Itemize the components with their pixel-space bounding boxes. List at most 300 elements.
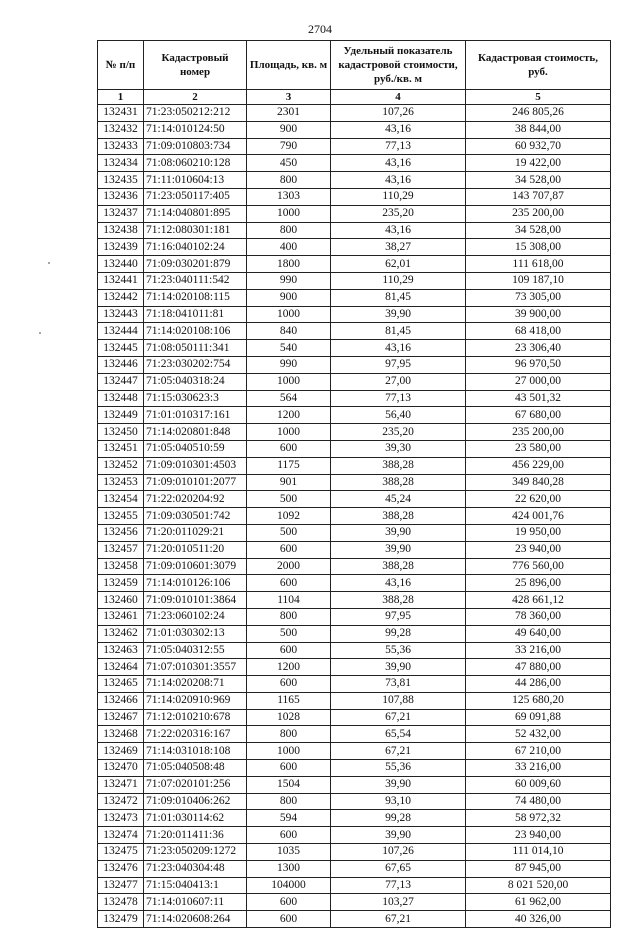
- area-cell: 1800: [247, 256, 331, 273]
- specific-value-cell: 43,16: [331, 155, 466, 172]
- row-index-cell: 132475: [98, 844, 144, 861]
- row-index-cell: 132453: [98, 474, 144, 491]
- table-row: [98, 457, 611, 474]
- cadastral-number-cell: 71:01:030302:13: [144, 625, 247, 642]
- area-cell: 600: [247, 541, 331, 558]
- cadastral-cost-cell: 33 216,00: [466, 642, 611, 659]
- area-cell: 900: [247, 121, 331, 138]
- table-header: [98, 41, 611, 105]
- cadastral-number-cell: 71:15:040413:1: [144, 877, 247, 894]
- table-row: [98, 558, 611, 575]
- header-cadastral-cost: Кадастровая стоимость, руб.: [466, 41, 611, 90]
- specific-value-cell: 67,65: [331, 860, 466, 877]
- area-cell: 1000: [247, 205, 331, 222]
- specific-value-cell: 77,13: [331, 390, 466, 407]
- table-row: [98, 709, 611, 726]
- cadastral-number-cell: 71:23:030202:754: [144, 356, 247, 373]
- area-cell: 1035: [247, 844, 331, 861]
- cadastral-number-cell: 71:14:020910:969: [144, 692, 247, 709]
- cadastral-number-cell: 71:14:020801:848: [144, 424, 247, 441]
- specific-value-cell: 107,88: [331, 692, 466, 709]
- cadastral-number-cell: 71:20:010511:20: [144, 541, 247, 558]
- cadastral-cost-cell: 15 308,00: [466, 239, 611, 256]
- header-cadastral-number: Кадастровый номер: [144, 41, 247, 90]
- area-cell: 800: [247, 222, 331, 239]
- row-index-cell: 132465: [98, 676, 144, 693]
- cadastral-number-cell: 71:11:010604:13: [144, 172, 247, 189]
- column-number: 2: [144, 90, 247, 105]
- specific-value-cell: 107,26: [331, 844, 466, 861]
- area-cell: 104000: [247, 877, 331, 894]
- table-row: [98, 911, 611, 928]
- specific-value-cell: 81,45: [331, 323, 466, 340]
- cadastral-number-cell: 71:22:020204:92: [144, 491, 247, 508]
- cadastral-cost-cell: 25 896,00: [466, 575, 611, 592]
- specific-value-cell: 73,81: [331, 676, 466, 693]
- scan-speck: [48, 262, 50, 264]
- row-index-cell: 132433: [98, 138, 144, 155]
- area-cell: 900: [247, 289, 331, 306]
- specific-value-cell: 43,16: [331, 222, 466, 239]
- table-row: [98, 608, 611, 625]
- area-cell: 600: [247, 575, 331, 592]
- cadastral-cost-cell: 246 805,26: [466, 105, 611, 122]
- row-index-cell: 132446: [98, 356, 144, 373]
- cadastral-number-cell: 71:01:030114:62: [144, 810, 247, 827]
- row-index-cell: 132450: [98, 424, 144, 441]
- cadastral-number-cell: 71:09:010101:3864: [144, 592, 247, 609]
- scan-speck: [39, 332, 41, 334]
- cadastral-cost-cell: 22 620,00: [466, 491, 611, 508]
- table-row: [98, 743, 611, 760]
- table-row: [98, 188, 611, 205]
- specific-value-cell: 110,29: [331, 188, 466, 205]
- cadastral-cost-cell: 776 560,00: [466, 558, 611, 575]
- page-number: 2704: [308, 22, 332, 36]
- table-row: [98, 793, 611, 810]
- cadastral-number-cell: 71:23:040304:48: [144, 860, 247, 877]
- cadastral-cost-cell: 40 326,00: [466, 911, 611, 928]
- area-cell: 1504: [247, 776, 331, 793]
- cadastral-cost-cell: 43 501,32: [466, 390, 611, 407]
- cadastral-cost-cell: 44 286,00: [466, 676, 611, 693]
- row-index-cell: 132473: [98, 810, 144, 827]
- row-index-cell: 132477: [98, 877, 144, 894]
- header-index: № п/п: [98, 41, 144, 90]
- cadastral-number-cell: 71:14:020108:106: [144, 323, 247, 340]
- table-row: [98, 205, 611, 222]
- specific-value-cell: 99,28: [331, 625, 466, 642]
- specific-value-cell: 97,95: [331, 356, 466, 373]
- row-index-cell: 132435: [98, 172, 144, 189]
- table-row: [98, 776, 611, 793]
- row-index-cell: 132459: [98, 575, 144, 592]
- row-index-cell: 132439: [98, 239, 144, 256]
- specific-value-cell: 235,20: [331, 205, 466, 222]
- area-cell: 540: [247, 340, 331, 357]
- specific-value-cell: 388,28: [331, 592, 466, 609]
- area-cell: 990: [247, 272, 331, 289]
- specific-value-cell: 39,90: [331, 827, 466, 844]
- cadastral-cost-cell: 60 932,70: [466, 138, 611, 155]
- table-row: [98, 541, 611, 558]
- row-index-cell: 132462: [98, 625, 144, 642]
- area-cell: 1104: [247, 592, 331, 609]
- table-row: [98, 625, 611, 642]
- row-index-cell: 132437: [98, 205, 144, 222]
- row-index-cell: 132460: [98, 592, 144, 609]
- cadastral-cost-cell: 78 360,00: [466, 608, 611, 625]
- cadastral-number-cell: 71:01:010317:161: [144, 407, 247, 424]
- table-row: [98, 692, 611, 709]
- cadastral-cost-cell: 87 945,00: [466, 860, 611, 877]
- cadastral-number-cell: 71:07:020101:256: [144, 776, 247, 793]
- table-row: [98, 155, 611, 172]
- table-row: [98, 592, 611, 609]
- area-cell: 1175: [247, 457, 331, 474]
- table-row: [98, 289, 611, 306]
- specific-value-cell: 39,90: [331, 524, 466, 541]
- row-index-cell: 132467: [98, 709, 144, 726]
- cadastral-cost-cell: 349 840,28: [466, 474, 611, 491]
- cadastral-cost-cell: 67 680,00: [466, 407, 611, 424]
- cadastral-number-cell: 71:08:050111:341: [144, 340, 247, 357]
- row-index-cell: 132436: [98, 188, 144, 205]
- area-cell: 564: [247, 390, 331, 407]
- cadastral-cost-cell: 111 014,10: [466, 844, 611, 861]
- row-index-cell: 132441: [98, 272, 144, 289]
- area-cell: 1000: [247, 743, 331, 760]
- cadastral-cost-cell: 67 210,00: [466, 743, 611, 760]
- specific-value-cell: 103,27: [331, 894, 466, 911]
- area-cell: 600: [247, 894, 331, 911]
- cadastral-number-cell: 71:14:031018:108: [144, 743, 247, 760]
- table-row: [98, 491, 611, 508]
- row-index-cell: 132464: [98, 659, 144, 676]
- area-cell: 1028: [247, 709, 331, 726]
- row-index-cell: 132466: [98, 692, 144, 709]
- cadastral-cost-cell: 23 940,00: [466, 827, 611, 844]
- cadastral-number-cell: 71:14:040801:895: [144, 205, 247, 222]
- row-index-cell: 132476: [98, 860, 144, 877]
- specific-value-cell: 45,24: [331, 491, 466, 508]
- cadastral-cost-cell: 23 940,00: [466, 541, 611, 558]
- specific-value-cell: 93,10: [331, 793, 466, 810]
- specific-value-cell: 39,30: [331, 440, 466, 457]
- cadastral-cost-cell: 69 091,88: [466, 709, 611, 726]
- cadastral-number-cell: 71:23:050212:212: [144, 105, 247, 122]
- cadastral-cost-cell: 60 009,60: [466, 776, 611, 793]
- cadastral-cost-cell: 68 418,00: [466, 323, 611, 340]
- area-cell: 600: [247, 827, 331, 844]
- area-cell: 2301: [247, 105, 331, 122]
- cadastral-number-cell: 71:23:050209:1272: [144, 844, 247, 861]
- table-row: [98, 340, 611, 357]
- column-number: 3: [247, 90, 331, 105]
- cadastral-cost-cell: 34 528,00: [466, 172, 611, 189]
- table-row: [98, 508, 611, 525]
- cadastral-number-cell: 71:05:040318:24: [144, 373, 247, 390]
- table-row: [98, 424, 611, 441]
- table-row: [98, 810, 611, 827]
- row-index-cell: 132469: [98, 743, 144, 760]
- cadastral-cost-cell: 456 229,00: [466, 457, 611, 474]
- cadastral-cost-cell: 96 970,50: [466, 356, 611, 373]
- table-row: [98, 827, 611, 844]
- specific-value-cell: 67,21: [331, 709, 466, 726]
- area-cell: 500: [247, 491, 331, 508]
- cadastral-number-cell: 71:14:020208:71: [144, 676, 247, 693]
- specific-value-cell: 39,90: [331, 776, 466, 793]
- area-cell: 1000: [247, 424, 331, 441]
- cadastral-number-cell: 71:09:010803:734: [144, 138, 247, 155]
- specific-value-cell: 99,28: [331, 810, 466, 827]
- area-cell: 594: [247, 810, 331, 827]
- row-index-cell: 132479: [98, 911, 144, 928]
- row-index-cell: 132458: [98, 558, 144, 575]
- specific-value-cell: 56,40: [331, 407, 466, 424]
- cadastral-number-cell: 71:09:010406:262: [144, 793, 247, 810]
- cadastral-cost-cell: 424 001,76: [466, 508, 611, 525]
- specific-value-cell: 77,13: [331, 138, 466, 155]
- area-cell: 840: [247, 323, 331, 340]
- cadastral-number-cell: 71:14:010126:106: [144, 575, 247, 592]
- specific-value-cell: 27,00: [331, 373, 466, 390]
- row-index-cell: 132455: [98, 508, 144, 525]
- table-row: [98, 390, 611, 407]
- row-index-cell: 132463: [98, 642, 144, 659]
- area-cell: 800: [247, 608, 331, 625]
- row-index-cell: 132447: [98, 373, 144, 390]
- cadastral-cost-cell: 47 880,00: [466, 659, 611, 676]
- specific-value-cell: 388,28: [331, 457, 466, 474]
- cadastral-number-cell: 71:12:080301:181: [144, 222, 247, 239]
- cadastral-number-cell: 71:18:041011:81: [144, 306, 247, 323]
- area-cell: 600: [247, 440, 331, 457]
- cadastral-number-cell: 71:20:011029:21: [144, 524, 247, 541]
- specific-value-cell: 55,36: [331, 642, 466, 659]
- cadastral-number-cell: 71:14:020108:115: [144, 289, 247, 306]
- cadastral-cost-cell: 235 200,00: [466, 424, 611, 441]
- row-index-cell: 132432: [98, 121, 144, 138]
- row-index-cell: 132456: [98, 524, 144, 541]
- table-row: [98, 877, 611, 894]
- specific-value-cell: 55,36: [331, 760, 466, 777]
- cadastral-cost-cell: 125 680,20: [466, 692, 611, 709]
- area-cell: 2000: [247, 558, 331, 575]
- cadastral-number-cell: 71:23:040111:542: [144, 272, 247, 289]
- specific-value-cell: 81,45: [331, 289, 466, 306]
- cadastral-number-cell: 71:07:010301:3557: [144, 659, 247, 676]
- table-row: [98, 894, 611, 911]
- area-cell: 600: [247, 911, 331, 928]
- area-cell: 1092: [247, 508, 331, 525]
- area-cell: 990: [247, 356, 331, 373]
- area-cell: 790: [247, 138, 331, 155]
- cadastral-cost-cell: 33 216,00: [466, 760, 611, 777]
- specific-value-cell: 67,21: [331, 743, 466, 760]
- cadastral-cost-cell: 27 000,00: [466, 373, 611, 390]
- row-index-cell: 132454: [98, 491, 144, 508]
- table-row: [98, 323, 611, 340]
- cadastral-cost-cell: 61 962,00: [466, 894, 611, 911]
- cadastral-number-cell: 71:15:030623:3: [144, 390, 247, 407]
- specific-value-cell: 43,16: [331, 172, 466, 189]
- cadastral-cost-cell: 34 528,00: [466, 222, 611, 239]
- cadastral-cost-cell: 19 422,00: [466, 155, 611, 172]
- specific-value-cell: 110,29: [331, 272, 466, 289]
- cadastral-cost-cell: 428 661,12: [466, 592, 611, 609]
- cadastral-cost-cell: 49 640,00: [466, 625, 611, 642]
- specific-value-cell: 67,21: [331, 911, 466, 928]
- specific-value-cell: 235,20: [331, 424, 466, 441]
- column-number: 1: [98, 90, 144, 105]
- area-cell: 600: [247, 760, 331, 777]
- row-index-cell: 132438: [98, 222, 144, 239]
- table-row: [98, 642, 611, 659]
- cadastral-number-cell: 71:09:010601:3079: [144, 558, 247, 575]
- table-row: [98, 844, 611, 861]
- cadastral-number-cell: 71:09:030201:879: [144, 256, 247, 273]
- row-index-cell: 132472: [98, 793, 144, 810]
- area-cell: 1165: [247, 692, 331, 709]
- cadastral-cost-cell: 38 844,00: [466, 121, 611, 138]
- cadastral-number-cell: 71:09:010101:2077: [144, 474, 247, 491]
- specific-value-cell: 65,54: [331, 726, 466, 743]
- table-row: [98, 306, 611, 323]
- area-cell: 500: [247, 524, 331, 541]
- cadastral-number-cell: 71:14:010124:50: [144, 121, 247, 138]
- cadastral-number-cell: 71:05:040508:48: [144, 760, 247, 777]
- cadastral-cost-cell: 111 618,00: [466, 256, 611, 273]
- cadastral-number-cell: 71:09:030501:742: [144, 508, 247, 525]
- area-cell: 901: [247, 474, 331, 491]
- cadastral-cost-cell: 23 306,40: [466, 340, 611, 357]
- cadastral-cost-cell: 74 480,00: [466, 793, 611, 810]
- column-number: 5: [466, 90, 611, 105]
- table-row: [98, 239, 611, 256]
- specific-value-cell: 39,90: [331, 306, 466, 323]
- row-index-cell: 132461: [98, 608, 144, 625]
- row-index-cell: 132445: [98, 340, 144, 357]
- table-row: [98, 105, 611, 122]
- table-body: [98, 105, 611, 928]
- cadastral-cost-cell: 143 707,87: [466, 188, 611, 205]
- row-index-cell: 132452: [98, 457, 144, 474]
- table-row: [98, 575, 611, 592]
- area-cell: 1000: [247, 373, 331, 390]
- cadastral-number-cell: 71:05:040312:55: [144, 642, 247, 659]
- table-row: [98, 760, 611, 777]
- header-row: [98, 41, 611, 90]
- area-cell: 600: [247, 642, 331, 659]
- column-number-row: [98, 90, 611, 105]
- header-area: Площадь, кв. м: [247, 41, 331, 90]
- specific-value-cell: 388,28: [331, 474, 466, 491]
- specific-value-cell: 97,95: [331, 608, 466, 625]
- area-cell: 800: [247, 793, 331, 810]
- table-row: [98, 256, 611, 273]
- specific-value-cell: 388,28: [331, 558, 466, 575]
- cadastral-cost-cell: 235 200,00: [466, 205, 611, 222]
- cadastral-cost-cell: 73 305,00: [466, 289, 611, 306]
- row-index-cell: 132449: [98, 407, 144, 424]
- cadastral-cost-cell: 109 187,10: [466, 272, 611, 289]
- cadastral-cost-cell: 52 432,00: [466, 726, 611, 743]
- specific-value-cell: 62,01: [331, 256, 466, 273]
- row-index-cell: 132457: [98, 541, 144, 558]
- cadastral-number-cell: 71:23:050117:405: [144, 188, 247, 205]
- table-row: [98, 676, 611, 693]
- area-cell: 500: [247, 625, 331, 642]
- table-row: [98, 524, 611, 541]
- cadastral-number-cell: 71:16:040102:24: [144, 239, 247, 256]
- cadastral-number-cell: 71:14:020608:264: [144, 911, 247, 928]
- row-index-cell: 132440: [98, 256, 144, 273]
- table-row: [98, 474, 611, 491]
- specific-value-cell: 43,16: [331, 575, 466, 592]
- table-row: [98, 222, 611, 239]
- row-index-cell: 132471: [98, 776, 144, 793]
- cadastral-number-cell: 71:20:011411:36: [144, 827, 247, 844]
- area-cell: 1200: [247, 407, 331, 424]
- specific-value-cell: 388,28: [331, 508, 466, 525]
- row-index-cell: 132448: [98, 390, 144, 407]
- column-number: 4: [331, 90, 466, 105]
- cadastral-number-cell: 71:14:010607:11: [144, 894, 247, 911]
- area-cell: 800: [247, 172, 331, 189]
- table-row: [98, 659, 611, 676]
- table-row: [98, 726, 611, 743]
- cadastral-number-cell: 71:23:060102:24: [144, 608, 247, 625]
- row-index-cell: 132478: [98, 894, 144, 911]
- area-cell: 1303: [247, 188, 331, 205]
- area-cell: 600: [247, 676, 331, 693]
- cadastral-number-cell: 71:05:040510:59: [144, 440, 247, 457]
- cadastral-number-cell: 71:09:010301:4503: [144, 457, 247, 474]
- cadastral-number-cell: 71:22:020316:167: [144, 726, 247, 743]
- specific-value-cell: 39,90: [331, 541, 466, 558]
- specific-value-cell: 77,13: [331, 877, 466, 894]
- row-index-cell: 132470: [98, 760, 144, 777]
- area-cell: 400: [247, 239, 331, 256]
- cadastral-value-table: [97, 40, 611, 928]
- row-index-cell: 132444: [98, 323, 144, 340]
- row-index-cell: 132434: [98, 155, 144, 172]
- table-row: [98, 272, 611, 289]
- table-row: [98, 172, 611, 189]
- specific-value-cell: 43,16: [331, 340, 466, 357]
- table-row: [98, 407, 611, 424]
- area-cell: 800: [247, 726, 331, 743]
- table-row: [98, 373, 611, 390]
- cadastral-number-cell: 71:08:060210:128: [144, 155, 247, 172]
- area-cell: 1200: [247, 659, 331, 676]
- cadastral-cost-cell: 58 972,32: [466, 810, 611, 827]
- cadastral-cost-cell: 19 950,00: [466, 524, 611, 541]
- table-row: [98, 860, 611, 877]
- cadastral-cost-cell: 39 900,00: [466, 306, 611, 323]
- cadastral-cost-cell: 8 021 520,00: [466, 877, 611, 894]
- cadastral-number-cell: 71:12:010210:678: [144, 709, 247, 726]
- table-row: [98, 356, 611, 373]
- area-cell: 1300: [247, 860, 331, 877]
- row-index-cell: 132443: [98, 306, 144, 323]
- specific-value-cell: 38,27: [331, 239, 466, 256]
- row-index-cell: 132468: [98, 726, 144, 743]
- table-row: [98, 440, 611, 457]
- specific-value-cell: 43,16: [331, 121, 466, 138]
